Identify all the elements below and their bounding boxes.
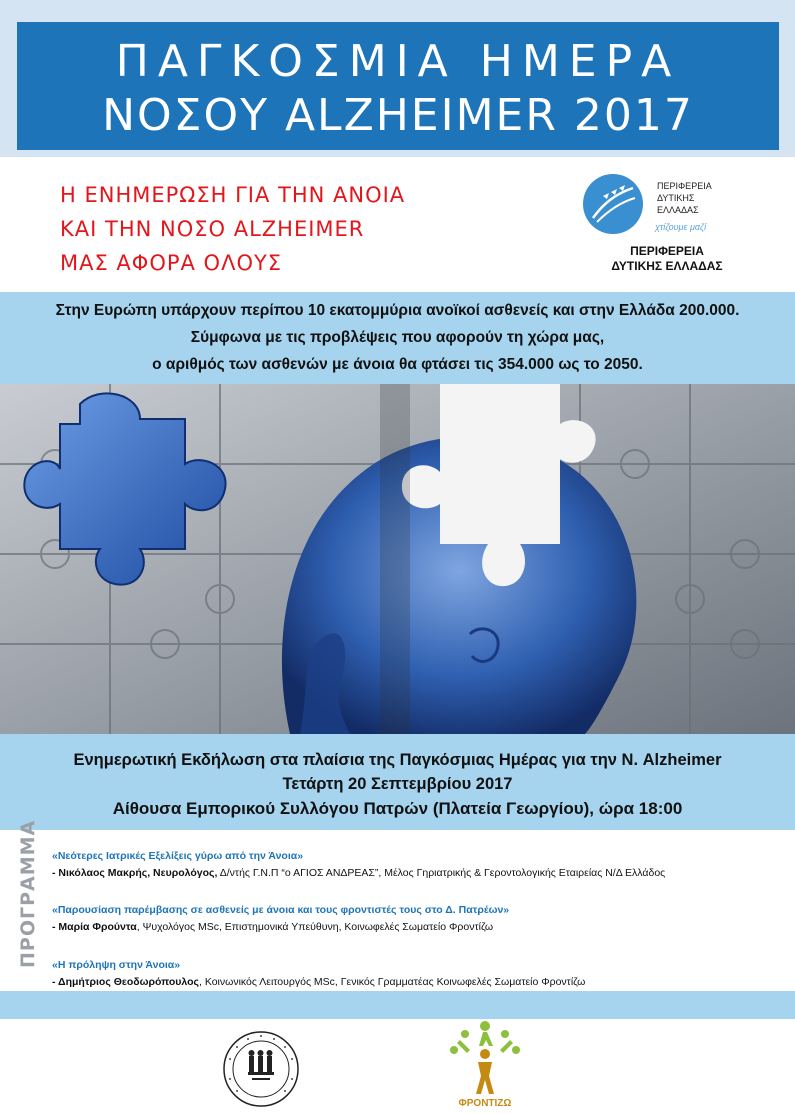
puzzle-head-illustration [0, 384, 795, 734]
statistics-line-2: Σύμφωνα με τις προβλέψεις που αφορούν τη χώρα μας, [190, 329, 605, 346]
region-logo-name-1: ΠΕΡΙΦΕΡΕΙΑ [630, 244, 704, 258]
program-item-2 [52, 902, 509, 936]
frontizo-label: ΦΡΟΝΤΙΖΩ [458, 1098, 512, 1109]
title-banner [17, 22, 779, 150]
region-logo-name-2: ΔΥΤΙΚΗΣ ΕΛΛΑΔΑΣ [611, 259, 723, 273]
region-logo-text-1: ΠΕΡΙΦΕΡΕΙΑ [657, 181, 712, 191]
merchant-association-seal-icon [222, 1030, 300, 1108]
headline-line-3: ΜΑΣ ΑΦΟΡΑ ΟΛΟΥΣ [60, 251, 283, 275]
title-line-2: ΝΟΣΟΥ ALZHEIMER 2017 [102, 90, 694, 141]
statistics-band [0, 292, 795, 384]
event-date: Τετάρτη 20 Σεπτεμβρίου 2017 [282, 775, 513, 793]
program-item-speaker-line [52, 865, 665, 882]
program-item-title: «Παρουσίαση παρέμβασης σε ασθενείς με άνοια και τους φροντιστές τους στο Δ. Πατρέων» [52, 904, 510, 916]
program-item-title: «Η πρόληψη στην Άνοια» [52, 959, 181, 971]
program-item-title: «Νεότερες Ιατρικές Εξελίξεις γύρω από την Άνοια» [52, 850, 304, 862]
frontizo-logo [440, 1018, 530, 1113]
program-item-details: Δ/ντής Γ.Ν.Π “ο ΑΓΙΟΣ ΑΝΔΡΕΑΣ”, Μέλος Γηριατρικής & Γεροντολογικής Εταιρείας Ν/Δ Ελλάδος [217, 867, 666, 879]
headline-line-1: Η ΕΝΗΜΕΡΩΣΗ ΓΙΑ ΤΗΝ ΑΝΟΙΑ [60, 183, 406, 207]
program-item-speaker: - Δημήτριος Θεοδωρόπουλος [52, 976, 199, 988]
region-logo-text-2: ΔΥΤΙΚΗΣ [657, 193, 695, 203]
event-location: Αίθουσα Εμπορικού Συλλόγου Πατρών (Πλατεία Γεωργίου), ώρα 18:00 [112, 799, 683, 818]
program-item-speaker-line [52, 919, 509, 936]
event-description: Ενημερωτική Εκδήλωση στα πλαίσια της Παγκόσμιας Ημέρας για την Ν. Alzheimer [73, 751, 722, 769]
program-item-3 [52, 957, 585, 991]
region-logo-name [583, 244, 751, 274]
program-item-details: , Ψυχολόγος MSc, Επιστημονικά Υπεύθυνη, Κοινωφελές Σωματείο Φροντίζω [136, 921, 494, 933]
statistics-line-3: ο αριθμός των ασθενών με άνοια θα φτάσει τις 354.000 ως το 2050. [152, 356, 643, 373]
headline [60, 178, 405, 280]
program-item-details: , Κοινωνικός Λειτουργός MSc, Γενικός Γραμματέας Κοινωφελές Σωματείο Φροντίζω [199, 976, 586, 988]
program-item-speaker-line [52, 974, 585, 991]
headline-line-2: ΚΑΙ ΤΗΝ ΝΟΣΟ ALZHEIMER [60, 217, 365, 241]
region-logo-text-3: ΕΛΛΑΔΑΣ [657, 205, 699, 215]
program-label: ΠΡΟΓΡΑΜΜΑ [17, 819, 39, 968]
title-line-1: ΠΑΓΚΟΣΜΙΑ ΗΜΕΡΑ [115, 36, 681, 87]
region-logo [583, 168, 753, 283]
statistics-line-1: Στην Ευρώπη υπάρχουν περίπου 10 εκατομμύρια ανοϊκοί ασθενείς και στην Ελλάδα 200.000. [55, 302, 740, 319]
region-logo-slogan: χτίζουμε μαζί [655, 222, 707, 232]
program-item-1 [52, 848, 665, 882]
bottom-band [0, 991, 795, 1019]
region-logo-icon [583, 174, 643, 234]
program-item-speaker: - Μαρία Φρούντα [52, 921, 137, 933]
frontizo-logo-icon [440, 1018, 530, 1098]
program-item-speaker: - Νικόλαος Μακρής, Νευρολόγος, [52, 867, 218, 879]
region-logo-text [657, 180, 712, 216]
event-band [0, 734, 795, 830]
